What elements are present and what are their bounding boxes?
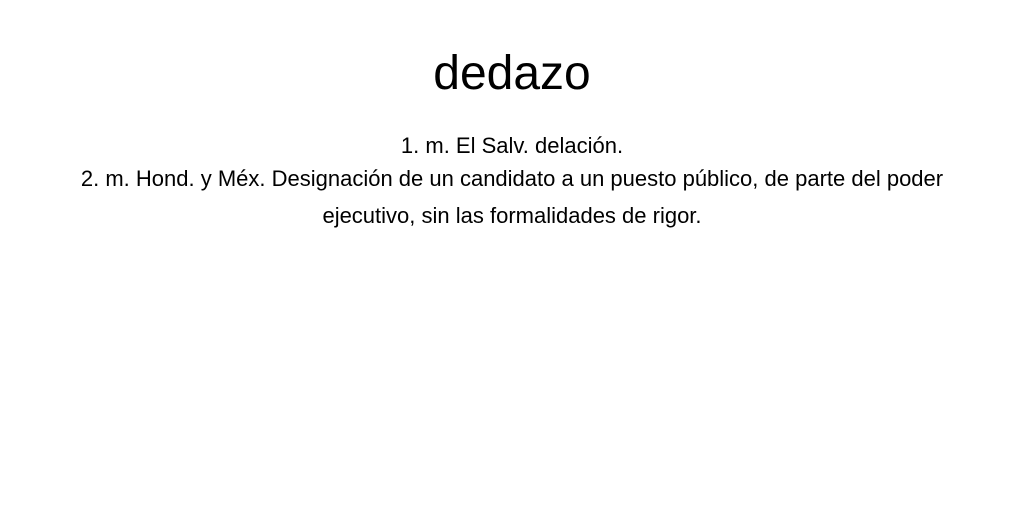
sense-2-definition: 2. m. Hond. y Méx. Designación de un candidato a un puesto público, de parte del poder ejecutivo, sin las formalidades de rigor. xyxy=(80,166,944,228)
headword-title: dedazo xyxy=(433,47,591,100)
senses-list xyxy=(40,129,984,234)
sense-1-definition: 1. m. El Salv. delación. xyxy=(400,133,624,158)
